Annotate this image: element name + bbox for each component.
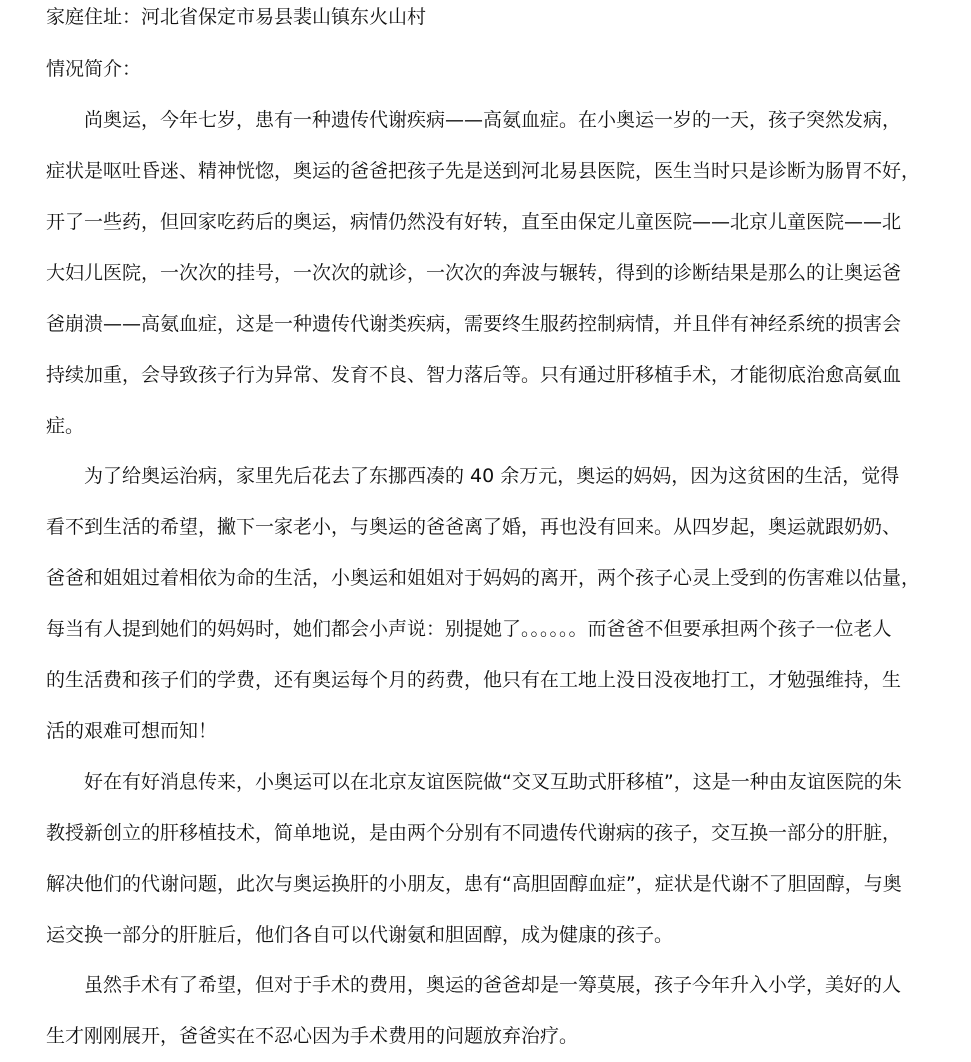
paragraph-line: 为了给奥运治病，家里先后花去了东挪西凑的 40 余万元，奥运的妈妈，因为这贫困的生活，觉得 bbox=[84, 465, 900, 487]
paragraph-line: 症。 bbox=[46, 415, 85, 437]
paragraph-line: 生才刚刚展开，爸爸实在不忍心因为手术费用的问题放弃治疗。 bbox=[46, 1025, 579, 1047]
paragraph-line: 好在有好消息传来，小奥运可以在北京友谊医院做“交叉互助式肝移植”，这是一种由友谊医院的朱 bbox=[84, 771, 902, 793]
paragraph-line: 的生活费和孩子们的学费，还有奥运每个月的药费，他只有在工地上没日没夜地打工，才勉强维持，生 bbox=[46, 669, 902, 691]
home-address: 家庭住址：河北省保定市易县裴山镇东火山村 bbox=[46, 6, 427, 28]
paragraph-line: 尚奥运，今年七岁，患有一种遗传代谢疾病——高氨血症。在小奥运一岁的一天，孩子突然发病， bbox=[84, 109, 902, 131]
paragraph-line: 爸崩溃——高氨血症，这是一种遗传代谢类疾病，需要终生服药控制病情，并且伴有神经系统的损害会 bbox=[46, 313, 902, 335]
paragraph-line: 看不到生活的希望，撇下一家老小，与奥运的爸爸离了婚，再也没有回来。从四岁起，奥运就跟奶奶、 bbox=[46, 516, 902, 538]
paragraph-4 bbox=[46, 960, 946, 1062]
paragraph-line: 开了一些药，但回家吃药后的奥运，病情仍然没有好转，直至由保定儿童医院——北京儿童医院——北 bbox=[46, 211, 902, 233]
paragraph-line: 症状是呕吐昏迷、精神恍惚，奥运的爸爸把孩子先是送到河北易县医院，医生当时只是诊断为肠胃不好， bbox=[46, 160, 921, 182]
paragraph-line: 持续加重，会导致孩子行为异常、发育不良、智力落后等。只有通过肝移植手术，才能彻底治愈高氨血 bbox=[46, 364, 902, 386]
paragraph-line: 活的艰难可想而知！ bbox=[46, 720, 218, 742]
paragraph-line: 大妇儿医院，一次次的挂号，一次次的就诊，一次次的奔波与辗转，得到的诊断结果是那么的让奥运爸 bbox=[46, 262, 902, 284]
paragraph-line: 教授新创立的肝移植技术，简单地说，是由两个分别有不同遗传代谢病的孩子，交互换一部分的肝脏， bbox=[46, 822, 902, 844]
paragraph-line: 虽然手术有了希望，但对于手术的费用，奥运的爸爸却是一筹莫展，孩子今年升入小学，美好的人 bbox=[84, 974, 902, 996]
paragraph-line: 运交换一部分的肝脏后，他们各自可以代谢氨和胆固醇，成为健康的孩子。 bbox=[46, 924, 674, 946]
section-heading: 情况简介： bbox=[46, 58, 142, 80]
paragraph-1 bbox=[46, 95, 946, 452]
paragraph-line: 每当有人提到她们的妈妈时，她们都会小声说：别提她了。。。。。。而爸爸不但要承担两个孩子一位老人 bbox=[46, 618, 892, 640]
paragraph-3 bbox=[46, 757, 946, 961]
paragraph-line: 爸爸和姐姐过着相依为命的生活，小奥运和姐姐对于妈妈的离开，两个孩子心灵上受到的伤害难以估量， bbox=[46, 567, 921, 589]
paragraph-line: 解决他们的代谢问题，此次与奥运换肝的小朋友，患有“高胆固醇血症”，症状是代谢不了胆固醇，与奥 bbox=[46, 873, 902, 895]
paragraph-2 bbox=[46, 451, 946, 757]
